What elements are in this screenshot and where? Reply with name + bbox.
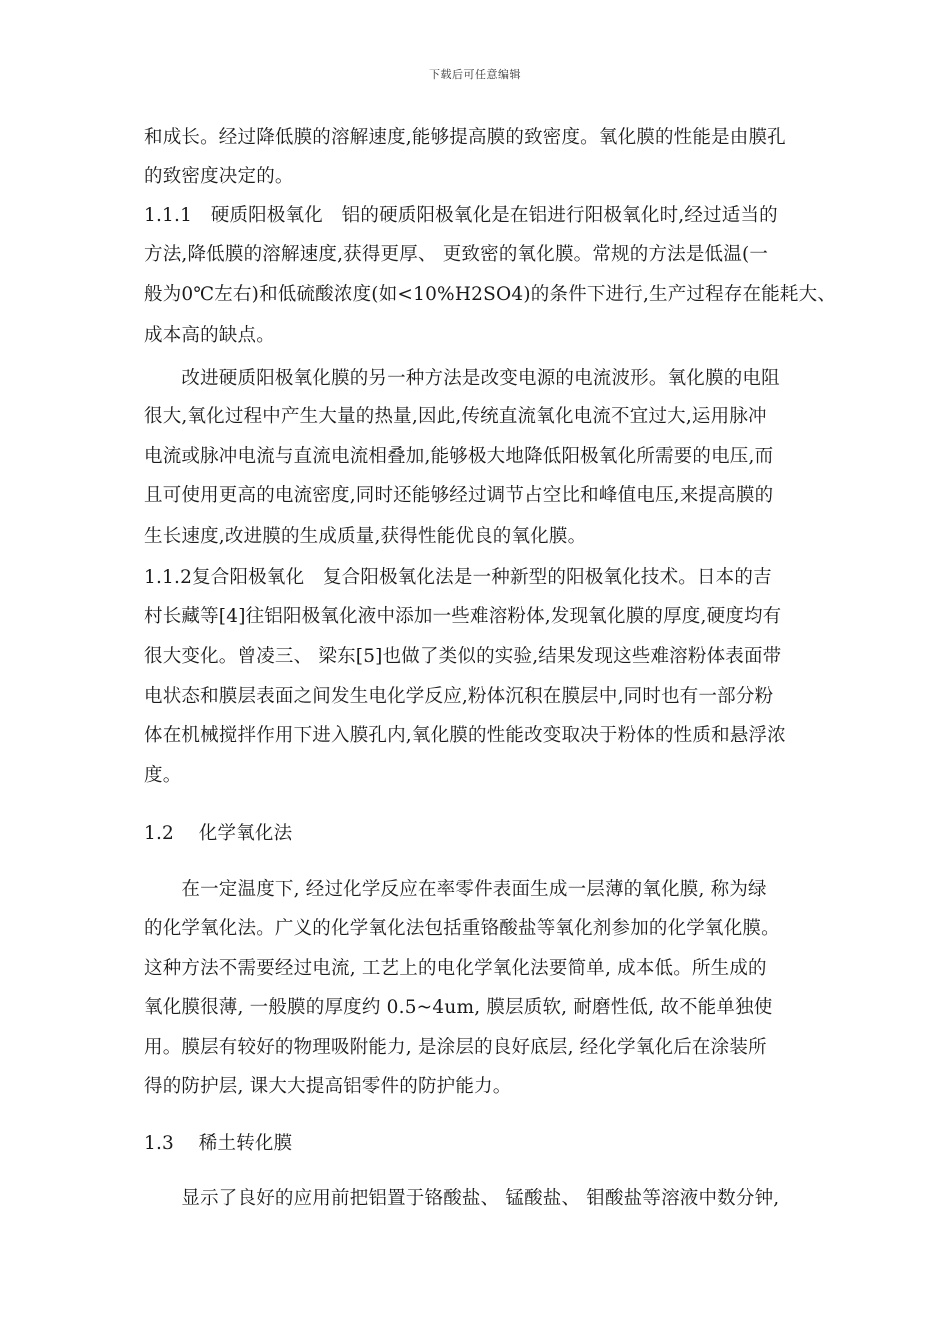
body-line: 用。膜层有较好的物理吸附能力, 是涂层的良好底层, 经化学氧化后在涂装所 xyxy=(144,1037,767,1058)
body-line: 度。 xyxy=(144,765,182,786)
body-line: 的致密度决定的。 xyxy=(144,166,294,187)
section-heading: 1.2 化学氧化法 xyxy=(144,823,293,844)
section-heading-line: 1.1.1 硬质阳极氧化 铝的硬质阳极氧化是在铝进行阳极氧化时,经过适当的 xyxy=(144,205,778,226)
body-line: 体在机械搅拌作用下进入膜孔内,氧化膜的性能改变取决于粉体的性质和悬浮浓 xyxy=(144,725,786,746)
body-line: 成本高的缺点。 xyxy=(144,325,275,346)
body-line: 且可使用更高的电流密度,同时还能够经过调节占空比和峰值电压,来提高膜的 xyxy=(144,485,774,506)
body-line: 电状态和膜层表面之间发生电化学反应,粉体沉积在膜层中,同时也有一部分粉 xyxy=(144,686,774,707)
body-line: 电流或脉冲电流与直流电流相叠加,能够极大地降低阳极氧化所需要的电压,而 xyxy=(144,446,774,467)
body-line: 和成长。经过降低膜的溶解速度,能够提高膜的致密度。氧化膜的性能是由膜孔 xyxy=(144,127,786,148)
page-header: 下载后可任意编辑 xyxy=(429,68,521,81)
section-heading: 1.3 稀土转化膜 xyxy=(144,1133,293,1154)
body-line: 方法,降低膜的溶解速度,获得更厚、 更致密的氧化膜。常规的方法是低温(一 xyxy=(144,244,769,265)
body-line: 生长速度,改进膜的生成质量,获得性能优良的氧化膜。 xyxy=(144,526,587,547)
body-line: 村长藏等[4]往铝阳极氧化液中添加一些难溶粉体,发现氧化膜的厚度,硬度均有 xyxy=(144,606,782,627)
body-line: 得的防护层, 课大大提高铝零件的防护能力。 xyxy=(144,1076,512,1097)
body-line: 氧化膜很薄, 一般膜的厚度约 0.5~4um, 膜层质软, 耐磨性低, 故不能单独使 xyxy=(144,997,773,1018)
body-line: 的化学氧化法。广义的化学氧化法包括重铬酸盐等氧化剂参加的化学氧化膜。 xyxy=(144,918,780,939)
body-line: 很大变化。曾凌三、 梁东[5]也做了类似的实验,结果发现这些难溶粉体表面带 xyxy=(144,646,782,667)
body-line: 这种方法不需要经过电流, 工艺上的电化学氧化法要简单, 成本低。所生成的 xyxy=(144,958,767,979)
body-line: 改进硬质阳极氧化膜的另一种方法是改变电源的电流波形。氧化膜的电阻 xyxy=(144,368,780,389)
section-heading-line: 1.1.2复合阳极氧化 复合阳极氧化法是一种新型的阳极氧化技术。日本的吉 xyxy=(144,567,772,588)
body-line: 很大,氧化过程中产生大量的热量,因此,传统直流氧化电流不宜过大,运用脉冲 xyxy=(144,406,767,427)
body-line: 在一定温度下, 经过化学反应在率零件表面生成一层薄的氧化膜, 称为绿 xyxy=(144,879,767,900)
body-line: 显示了良好的应用前把铝置于铬酸盐、 锰酸盐、 钼酸盐等溶液中数分钟, xyxy=(144,1188,780,1209)
body-line: 般为0℃左右)和低硫酸浓度(如<10%H2SO4)的条件下进行,生产过程存在能耗大、 xyxy=(144,284,837,305)
